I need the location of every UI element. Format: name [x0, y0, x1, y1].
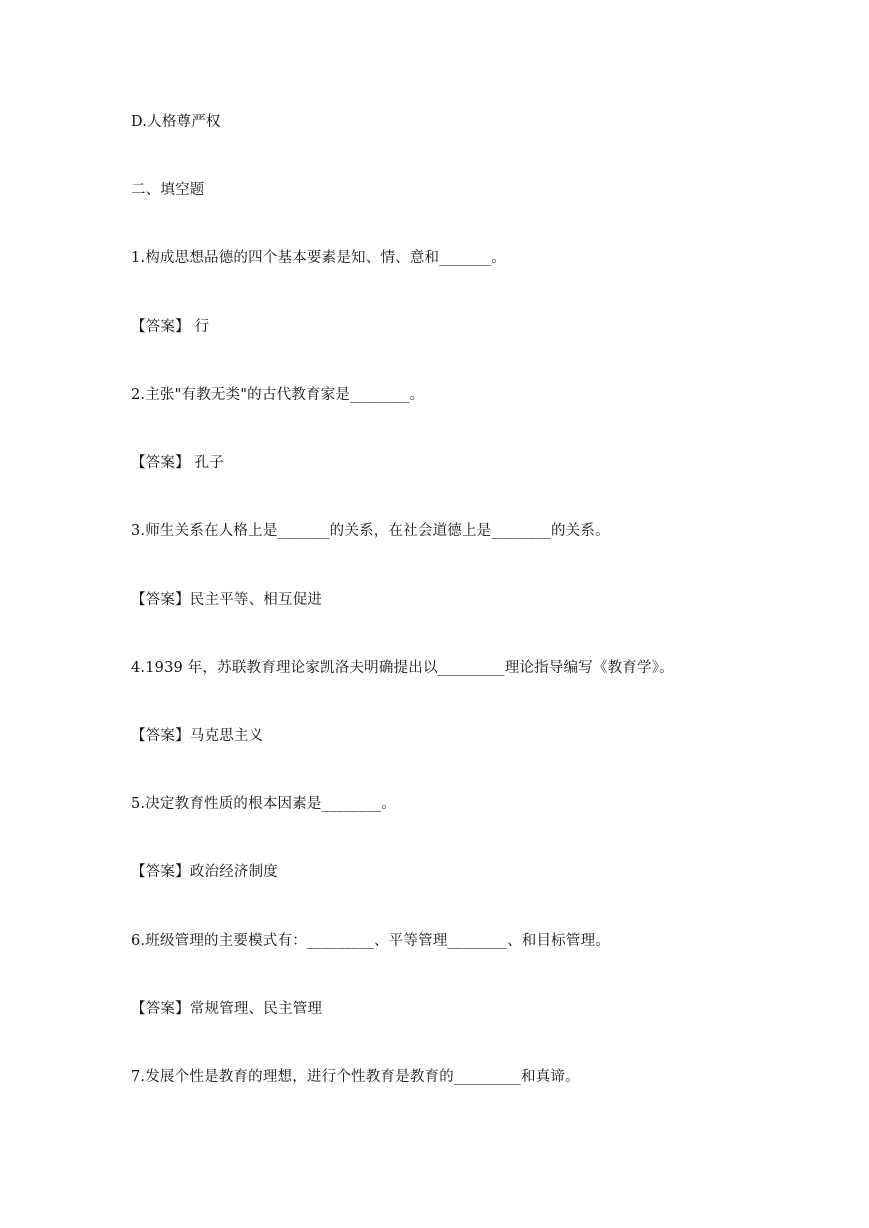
question-5: 5.决定教育性质的根本因素是________。	[131, 796, 396, 812]
answer-4: 【答案】马克思主义	[131, 728, 264, 744]
question-6: 6.班级管理的主要模式有：_________、平等管理________、和目标管理。	[131, 933, 610, 949]
answer-6: 【答案】常规管理、民主管理	[131, 1001, 323, 1017]
section-heading: 二、填空题	[131, 182, 205, 198]
option-d-text: D.人格尊严权	[131, 114, 221, 130]
question-2: 2.主张"有教无类"的古代教育家是________。	[131, 387, 425, 403]
answer-3: 【答案】民主平等、相互促进	[131, 592, 323, 608]
question-7: 7.发展个性是教育的理想，进行个性教育是教育的_________和真谛。	[131, 1069, 580, 1085]
question-4: 4.1939 年，苏联教育理论家凯洛夫明确提出以_________理论指导编写《教育学》。	[131, 660, 674, 676]
answer-1: 【答案】 行	[131, 319, 210, 335]
question-3: 3.师生关系在人格上是_______的关系，在社会道德上是________的关系。	[131, 523, 610, 539]
answer-5: 【答案】政治经济制度	[131, 864, 278, 880]
question-1: 1.构成思想品德的四个基本要素是知、情、意和_______。	[131, 250, 507, 266]
answer-2: 【答案】 孔子	[131, 455, 225, 471]
